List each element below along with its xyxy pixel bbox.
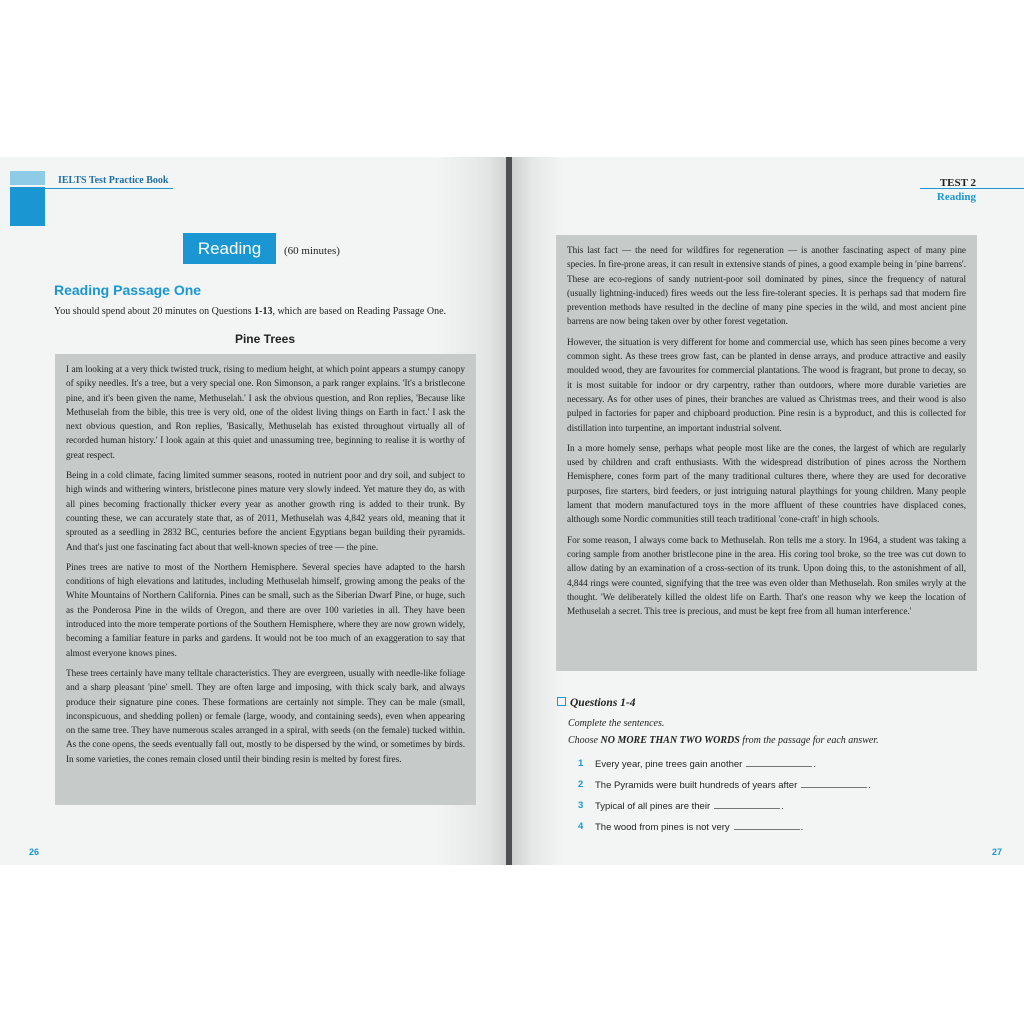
passage-paragraph: For some reason, I always come back to Methuselah. Ron tells me a story. In 1964, a student was taking a coring sample from another bristlecone pine in the area. His coring tool broke, so the tree was cut down to allow dating by an examination of a cross-section of its trunk. Upon doing this, to the astonishment of all, 4,844 rings were counted, signifying that the tree was even older than Methuselah. Ron smiles wryly at the thought. 'We deliberately killed the oldest life on Earth. That's one reason why we keep the location of Methuselah a secret. This tree is precious, and must be kept free from all human interference.' [567, 534, 966, 617]
running-head: IELTS Test Practice Book [58, 175, 169, 186]
question-item [578, 821, 998, 842]
question-number: 2 [578, 779, 584, 790]
passage-paragraph: Pines trees are native to most of the Northern Hemisphere. Several species have adapted to the harsh conditions of high elevations and latitudes, including Methuselah himself, growing among the peaks of the White Mountains of Northern California. Pines can be small, such as the Siberian Dwarf Pine, or huge, such as the Ponderosa Pine in the wilds of Oregon, and there are over 100 varieties in all. They have been introduced into the more temperate portions of the Southern Hemisphere, where they are now grown widely, becoming a familiar feature in parks and gardens. It would not be too much of an exaggeration to say that almost everyone knows pines. [66, 561, 465, 658]
question-list [578, 758, 998, 842]
instruction-text: , which are based on Reading Passage One. [272, 306, 447, 317]
passage-instruction [54, 306, 446, 317]
duration-label: (60 minutes) [284, 245, 340, 257]
page-number: 27 [992, 847, 1003, 857]
instruction-emphasis: NO MORE THAN TWO WORDS [600, 735, 740, 746]
question-item [578, 800, 998, 821]
header-accent-block [10, 187, 45, 226]
question-text: Every year, pine trees gain another [595, 759, 743, 770]
right-page [512, 157, 1024, 865]
passage-paragraph: However, the situation is very different for home and commercial use, which has seen pines become a very common sight. As these trees grow fast, can be planted in dense arrays, and produce attractive and easily moulded wood, they are favourites for commercial plantations. The wood is fragrant, but prone to decay, so it is most suitable for indoor or dry carpentry, rather than outdoors, where more durable varieties are necessary. As for other uses of pines, their branches are valued as Christmas trees, and their wood is also pulped in factories for paper and chipboard production. Pine resin is a byproduct, and this is collected for distillation into turpentine, an important industrial solvent. [567, 336, 966, 433]
passage-paragraph: In a more homely sense, perhaps what people most like are the cones, the largest of which are regularly used by children and craft enthusiasts. With the widespread distribution of pines across the Northern Hemisphere, cones form part of the many traditional cultures there, where they are used for decorative purposes, fire starters, bird feeders, or just intriguing natural playthings for young children. Many people lament that modern manufactured toys in the more affluent of these countries have displaced cones, although some Nordic communities still teach traditional 'cone-craft' in high schools. [567, 442, 966, 525]
checkbox-square-icon [557, 697, 566, 706]
left-page [0, 157, 508, 865]
passage-paragraph: I am looking at a very thick twisted truck, rising to medium height, at which point appears a stumpy canopy of spiky needles. It's a tree, but a very special one. Ron Simonson, a park ranger explains. 'It's a bristlecone pine, and it's been given the name, Methuselah.' I ask the obvious question, and Ron replies, 'Because like Methuselah from the bible, this tree is very old, one of the oldest living things on Earth in fact.' I ask the next obvious question, and Ron replies, 'Basically, Methuselah has existed throughout virtually all of recorded human history.' I look again at this quiet and unassuming tree, beginning to realise it is worthy of great respect. [66, 364, 465, 460]
instruction-range: 1-13 [254, 306, 273, 317]
question-number: 3 [578, 800, 584, 811]
page-number: 26 [29, 847, 40, 857]
question-sentence: The Pyramids were built hundreds of years after . [595, 780, 871, 791]
question-number: 1 [578, 758, 584, 769]
test-label: TEST 2 [939, 177, 976, 189]
questions-instruction: Complete the sentences. [568, 718, 665, 729]
instruction-text: You should spend about 20 minutes on Questions [54, 306, 255, 317]
question-sentence: Typical of all pines are their . [595, 801, 784, 812]
questions-heading-text: Questions 1-4 [570, 697, 636, 709]
header-rule [45, 188, 173, 189]
passage-text-box [55, 354, 476, 805]
questions-instruction [568, 735, 879, 746]
question-text: Typical of all pines are their [595, 801, 711, 812]
answer-blank[interactable] [746, 758, 812, 767]
passage-paragraph: This last fact — the need for wildfires for regeneration — is another fascinating aspect of many pine species. In fire-prone areas, it can result in extensive stands of pines, a good example being in 'pine barrens'. These are eco-regions of sandy nutrient-poor soil dominated by pines, since the frequency of natural (usually lightning-induced) fires weeds out the less fire-tolerant species. It is perhaps sad that modern fire prevention methods have resulted in the decline of many pine species in the wild, and most ancient pine barrens are now being taken over by other forest vegetation. [567, 245, 966, 327]
open-book-spread [0, 157, 1024, 865]
passage-text-box [556, 235, 977, 671]
header-accent-block [10, 171, 45, 185]
instruction-text: from the passage for each answer. [739, 735, 879, 746]
answer-blank[interactable] [734, 821, 800, 830]
question-number: 4 [578, 821, 584, 832]
answer-blank[interactable] [801, 779, 867, 788]
instruction-text: Choose [568, 735, 601, 746]
question-text: The Pyramids were built hundreds of years after [595, 780, 798, 791]
question-text: The wood from pines is not very [595, 822, 730, 833]
passage-paragraph: Being in a cold climate, facing limited summer seasons, rooted in nutrient poor and dry soil, and subject to high winds and withering winters, bristlecone pines mature very slowly indeed. Yet mature they do, as with all pines becoming fractionally thicker every year as another growth ring is added to their trunk. By counting these, we can accurately state that, as of 2011, Methuselah was 4,842 years old, meaning that it sprouted as a seedling in 2832 BC, centuries before the ancient Egyptians began building their pyramids. And that's just one fascinating fact about that well-known species of tree — the pine. [66, 470, 465, 552]
question-item [578, 779, 998, 800]
answer-blank[interactable] [714, 800, 780, 809]
passage-title: Reading Passage One [54, 282, 202, 298]
question-sentence: Every year, pine trees gain another . [595, 759, 816, 770]
questions-heading [557, 697, 636, 709]
section-label: Reading [936, 191, 976, 203]
article-title: Pine Trees [234, 332, 296, 346]
question-sentence: The wood from pines is not very . [595, 822, 804, 833]
question-item [578, 758, 998, 779]
passage-paragraph: These trees certainly have many telltale characteristics. They are evergreen, usually with needle-like foliage and a sharp pleasant 'pine' smell. They are often large and imposing, with thick scaly bark, and always produce their signature pine cones. These formations are certainly not simple. They can be male (small, inconspicuous, and shedding pollen) or female (large, woody, and containing seeds), even when appearing on the same tree. They have numerous scales arranged in a spiral, with seeds (on the female) tucked within. As the cone opens, the seeds eventually fall out, mostly to be dispersed by the wind, or sometimes by birds. In some varieties, the cones remain closed until their binding resin is melted by forest fires. [66, 667, 465, 764]
section-tab: Reading [183, 233, 276, 264]
